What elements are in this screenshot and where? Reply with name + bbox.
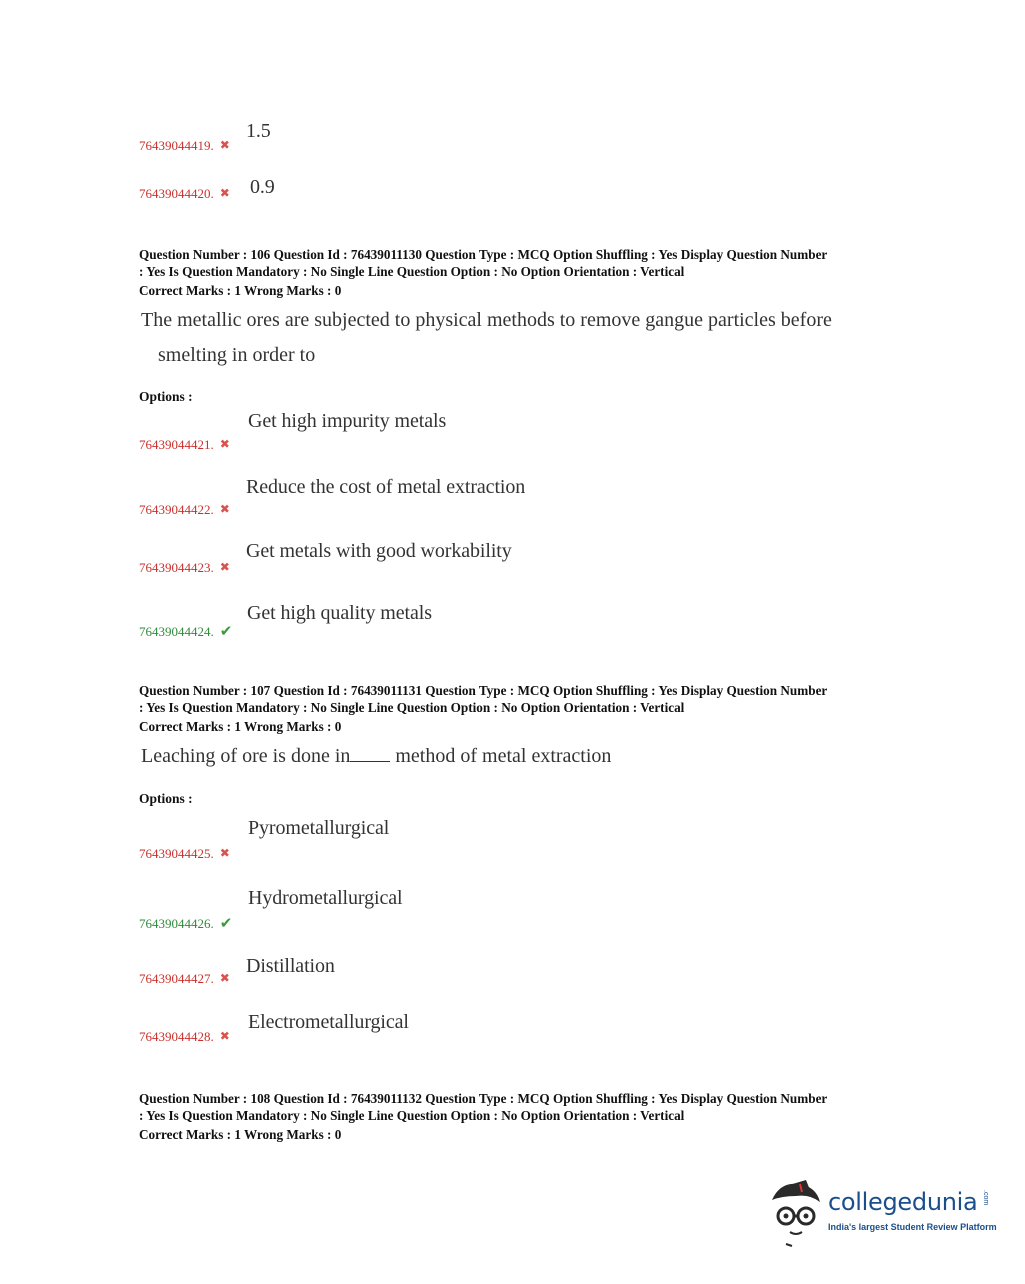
mascot-icon (766, 1178, 826, 1250)
question-text: Leaching of ore is done in method of metal extraction (141, 745, 612, 767)
option-id: 76439044419. ✖ (139, 138, 230, 153)
check-icon: ✔ (219, 624, 233, 640)
question-meta: Question Number : 108 Question Id : 76439011132 Question Type : MCQ Option Shuffling : Yes Display Question Number : Yes Is Question Mandatory : No Single Line Question Option : No Option Orientation : Vertical Correct Marks : 1 Wrong Marks : 0 (139, 1091, 828, 1142)
option-text: 1.5 (246, 120, 271, 142)
cross-icon: ✖ (219, 846, 230, 860)
cross-icon: ✖ (219, 502, 230, 516)
option-text: Get high quality metals (247, 602, 432, 624)
question-meta: Question Number : 107 Question Id : 76439011131 Question Type : MCQ Option Shuffling : Yes Display Question Number : Yes Is Question Mandatory : No Single Line Question Option : No Option Orientation : Vertical Correct Marks : 1 Wrong Marks : 0 (139, 683, 828, 734)
option-id: 76439044420. ✖ (139, 186, 230, 201)
answer-blank (350, 747, 390, 762)
option-id: 76439044423. ✖ (139, 560, 230, 575)
cross-icon: ✖ (219, 560, 230, 574)
option-id: 76439044426. ✔ (139, 916, 233, 932)
question-meta: Question Number : 106 Question Id : 76439011130 Question Type : MCQ Option Shuffling : Yes Display Question Number : Yes Is Question Mandatory : No Single Line Question Option : No Option Orientation : Vertical Correct Marks : 1 Wrong Marks : 0 (139, 247, 828, 298)
cross-icon: ✖ (219, 437, 230, 451)
cross-icon: ✖ (219, 138, 230, 152)
option-text: Pyrometallurgical (248, 817, 390, 839)
question-text: The metallic ores are subjected to physical methods to remove gangue particles before (141, 309, 832, 331)
options-label: Options : (139, 791, 193, 806)
option-id: 76439044424. ✔ (139, 624, 233, 640)
option-id: 76439044422. ✖ (139, 502, 230, 517)
option-text: Get high impurity metals (248, 410, 447, 432)
option-text: Electrometallurgical (248, 1011, 409, 1033)
cross-icon: ✖ (219, 1029, 230, 1043)
option-id: 76439044428. ✖ (139, 1029, 230, 1044)
option-id: 76439044421. ✖ (139, 437, 230, 452)
check-icon: ✔ (219, 916, 233, 932)
question-text: smelting in order to (158, 344, 316, 366)
option-text: Reduce the cost of metal extraction (246, 476, 526, 498)
option-text: Get metals with good workability (246, 540, 512, 562)
option-id: 76439044425. ✖ (139, 846, 230, 861)
cross-icon: ✖ (219, 971, 230, 985)
option-text: Hydrometallurgical (248, 887, 403, 909)
option-id: 76439044427. ✖ (139, 971, 230, 986)
option-text: 0.9 (250, 176, 275, 198)
options-label: Options : (139, 389, 193, 404)
cross-icon: ✖ (219, 186, 230, 200)
option-text: Distillation (246, 955, 335, 977)
collegedunia-logo: collegedunia .com India's largest Student Review Platform (766, 1178, 996, 1250)
